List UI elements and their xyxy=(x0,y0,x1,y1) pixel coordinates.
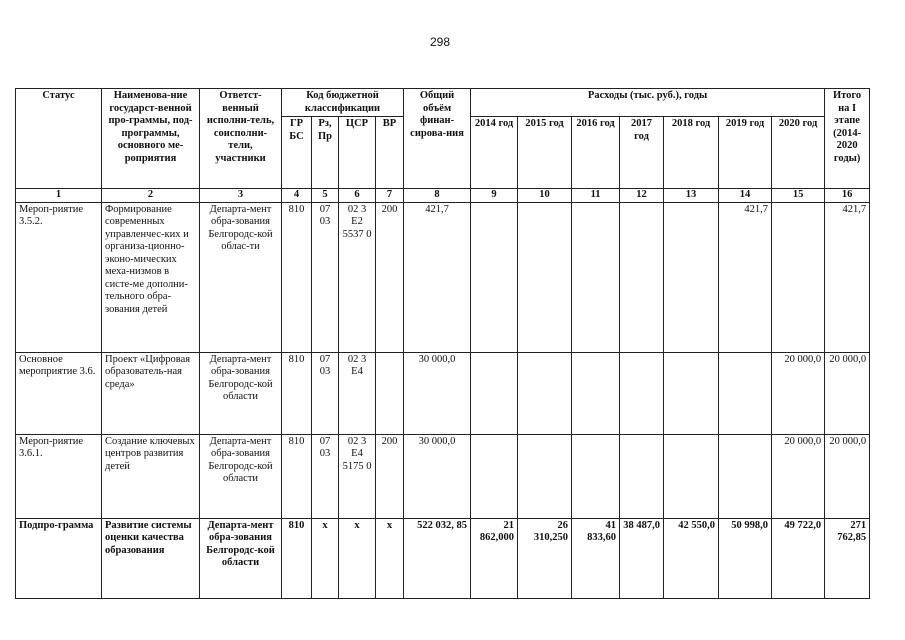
column-number: 14 xyxy=(719,189,772,203)
cell-csr: 02 3 E4 5175 0 xyxy=(339,434,376,518)
column-number: 3 xyxy=(200,189,282,203)
col-header-year-2016: 2016 год xyxy=(572,117,620,189)
cell-executor: Департа-мент обра-зования Белгородс-кой области xyxy=(200,352,282,434)
col-header-executor: Ответст-венный исполни-тель, соисполни-тели, участники xyxy=(200,89,282,189)
cell-2014 xyxy=(471,352,518,434)
cell-2015: 26 310,250 xyxy=(518,518,572,598)
col-header-rzpr: Рз, Пр xyxy=(312,117,339,189)
cell-vr: 200 xyxy=(376,202,404,352)
cell-2017 xyxy=(620,352,664,434)
cell-2015 xyxy=(518,202,572,352)
cell-stage-total: 271 762,85 xyxy=(825,518,870,598)
cell-2018 xyxy=(664,434,719,518)
column-number-row xyxy=(16,189,870,203)
cell-csr: 02 3 E2 5537 0 xyxy=(339,202,376,352)
cell-2018: 42 550,0 xyxy=(664,518,719,598)
cell-2020 xyxy=(772,202,825,352)
cell-total: 421,7 xyxy=(404,202,471,352)
cell-rzpr: х xyxy=(312,518,339,598)
cell-status: Мероп-риятие 3.6.1. xyxy=(16,434,102,518)
col-header-year-2015: 2015 год xyxy=(518,117,572,189)
cell-2016: 41 833,60 xyxy=(572,518,620,598)
col-header-year-2019: 2019 год xyxy=(719,117,772,189)
cell-executor: Департа-мент обра-зования Белгородс-кой облас-ти xyxy=(200,202,282,352)
cell-2020: 20 000,0 xyxy=(772,352,825,434)
column-number: 16 xyxy=(825,189,870,203)
cell-2017: 38 487,0 xyxy=(620,518,664,598)
cell-stage-total: 20 000,0 xyxy=(825,434,870,518)
col-header-grbs: ГР БС xyxy=(282,117,312,189)
cell-vr: 200 xyxy=(376,434,404,518)
cell-rzpr: 07 03 xyxy=(312,352,339,434)
cell-name: Создание ключевых центров развития детей xyxy=(102,434,200,518)
page-number: 298 xyxy=(429,35,451,49)
cell-vr: х xyxy=(376,518,404,598)
cell-2017 xyxy=(620,434,664,518)
cell-csr: 02 3 E4 xyxy=(339,352,376,434)
cell-2019: 50 998,0 xyxy=(719,518,772,598)
cell-2015 xyxy=(518,434,572,518)
cell-grbs: 810 xyxy=(282,434,312,518)
column-number: 1 xyxy=(16,189,102,203)
col-header-program-name: Наименова-ние государст-венной про-граммы, под-программы, основного ме-роприятия xyxy=(102,89,200,189)
cell-status: Основное мероприятие 3.6. xyxy=(16,352,102,434)
col-header-expenses: Расходы (тыс. руб.), годы xyxy=(471,89,825,117)
column-number: 13 xyxy=(664,189,719,203)
budget-table xyxy=(15,88,870,599)
col-header-status: Статус xyxy=(16,89,102,189)
col-header-stage-total: Итого на I этапе (2014-2020 годы) xyxy=(825,89,870,189)
cell-grbs: 810 xyxy=(282,202,312,352)
col-header-year-2014: 2014 год xyxy=(471,117,518,189)
cell-2014 xyxy=(471,202,518,352)
cell-stage-total: 20 000,0 xyxy=(825,352,870,434)
cell-status: Подпро-грамма xyxy=(16,518,102,598)
cell-grbs: 810 xyxy=(282,518,312,598)
cell-2016 xyxy=(572,352,620,434)
cell-status: Мероп-риятие 3.5.2. xyxy=(16,202,102,352)
cell-2016 xyxy=(572,202,620,352)
cell-executor: Департа-мент обра-зования Белгородс-кой области xyxy=(200,518,282,598)
column-number: 6 xyxy=(339,189,376,203)
column-number: 15 xyxy=(772,189,825,203)
column-number: 7 xyxy=(376,189,404,203)
col-header-csr: ЦСР xyxy=(339,117,376,189)
cell-name: Формирование современных управленчес-ких и организа-ционно-эконо-мических меха-низмов в систе-ме дополни-тельного обра-зования детей xyxy=(102,202,200,352)
cell-2018 xyxy=(664,202,719,352)
cell-name: Развитие системы оценки качества образования xyxy=(102,518,200,598)
column-number: 12 xyxy=(620,189,664,203)
table-row xyxy=(16,434,870,518)
col-header-total-volume: Общий объём финан-сирова-ния xyxy=(404,89,471,189)
col-header-year-2020: 2020 год xyxy=(772,117,825,189)
column-number: 11 xyxy=(572,189,620,203)
cell-total: 30 000,0 xyxy=(404,434,471,518)
cell-2015 xyxy=(518,352,572,434)
cell-2019 xyxy=(719,352,772,434)
table-row xyxy=(16,518,870,598)
column-number: 4 xyxy=(282,189,312,203)
cell-stage-total: 421,7 xyxy=(825,202,870,352)
header-row-1 xyxy=(16,89,870,117)
cell-rzpr: 07 03 xyxy=(312,202,339,352)
cell-name: Проект «Цифровая образователь-ная среда» xyxy=(102,352,200,434)
cell-vr xyxy=(376,352,404,434)
cell-2019 xyxy=(719,434,772,518)
column-number: 9 xyxy=(471,189,518,203)
column-number: 10 xyxy=(518,189,572,203)
table-row xyxy=(16,352,870,434)
cell-2019: 421,7 xyxy=(719,202,772,352)
cell-rzpr: 07 03 xyxy=(312,434,339,518)
cell-2020: 49 722,0 xyxy=(772,518,825,598)
cell-2016 xyxy=(572,434,620,518)
table-row xyxy=(16,202,870,352)
cell-total: 522 032, 85 xyxy=(404,518,471,598)
cell-2017 xyxy=(620,202,664,352)
col-header-year-2018: 2018 год xyxy=(664,117,719,189)
cell-2014 xyxy=(471,434,518,518)
cell-2018 xyxy=(664,352,719,434)
col-header-budget-code: Код бюджетной классификации xyxy=(282,89,404,117)
column-number: 8 xyxy=(404,189,471,203)
cell-grbs: 810 xyxy=(282,352,312,434)
cell-total: 30 000,0 xyxy=(404,352,471,434)
cell-2014: 21 862,000 xyxy=(471,518,518,598)
column-number: 2 xyxy=(102,189,200,203)
cell-2020: 20 000,0 xyxy=(772,434,825,518)
col-header-vr: ВР xyxy=(376,117,404,189)
col-header-year-2017: 2017 год xyxy=(620,117,664,189)
cell-executor: Департа-мент обра-зования Белгородс-кой области xyxy=(200,434,282,518)
column-number: 5 xyxy=(312,189,339,203)
cell-csr: х xyxy=(339,518,376,598)
